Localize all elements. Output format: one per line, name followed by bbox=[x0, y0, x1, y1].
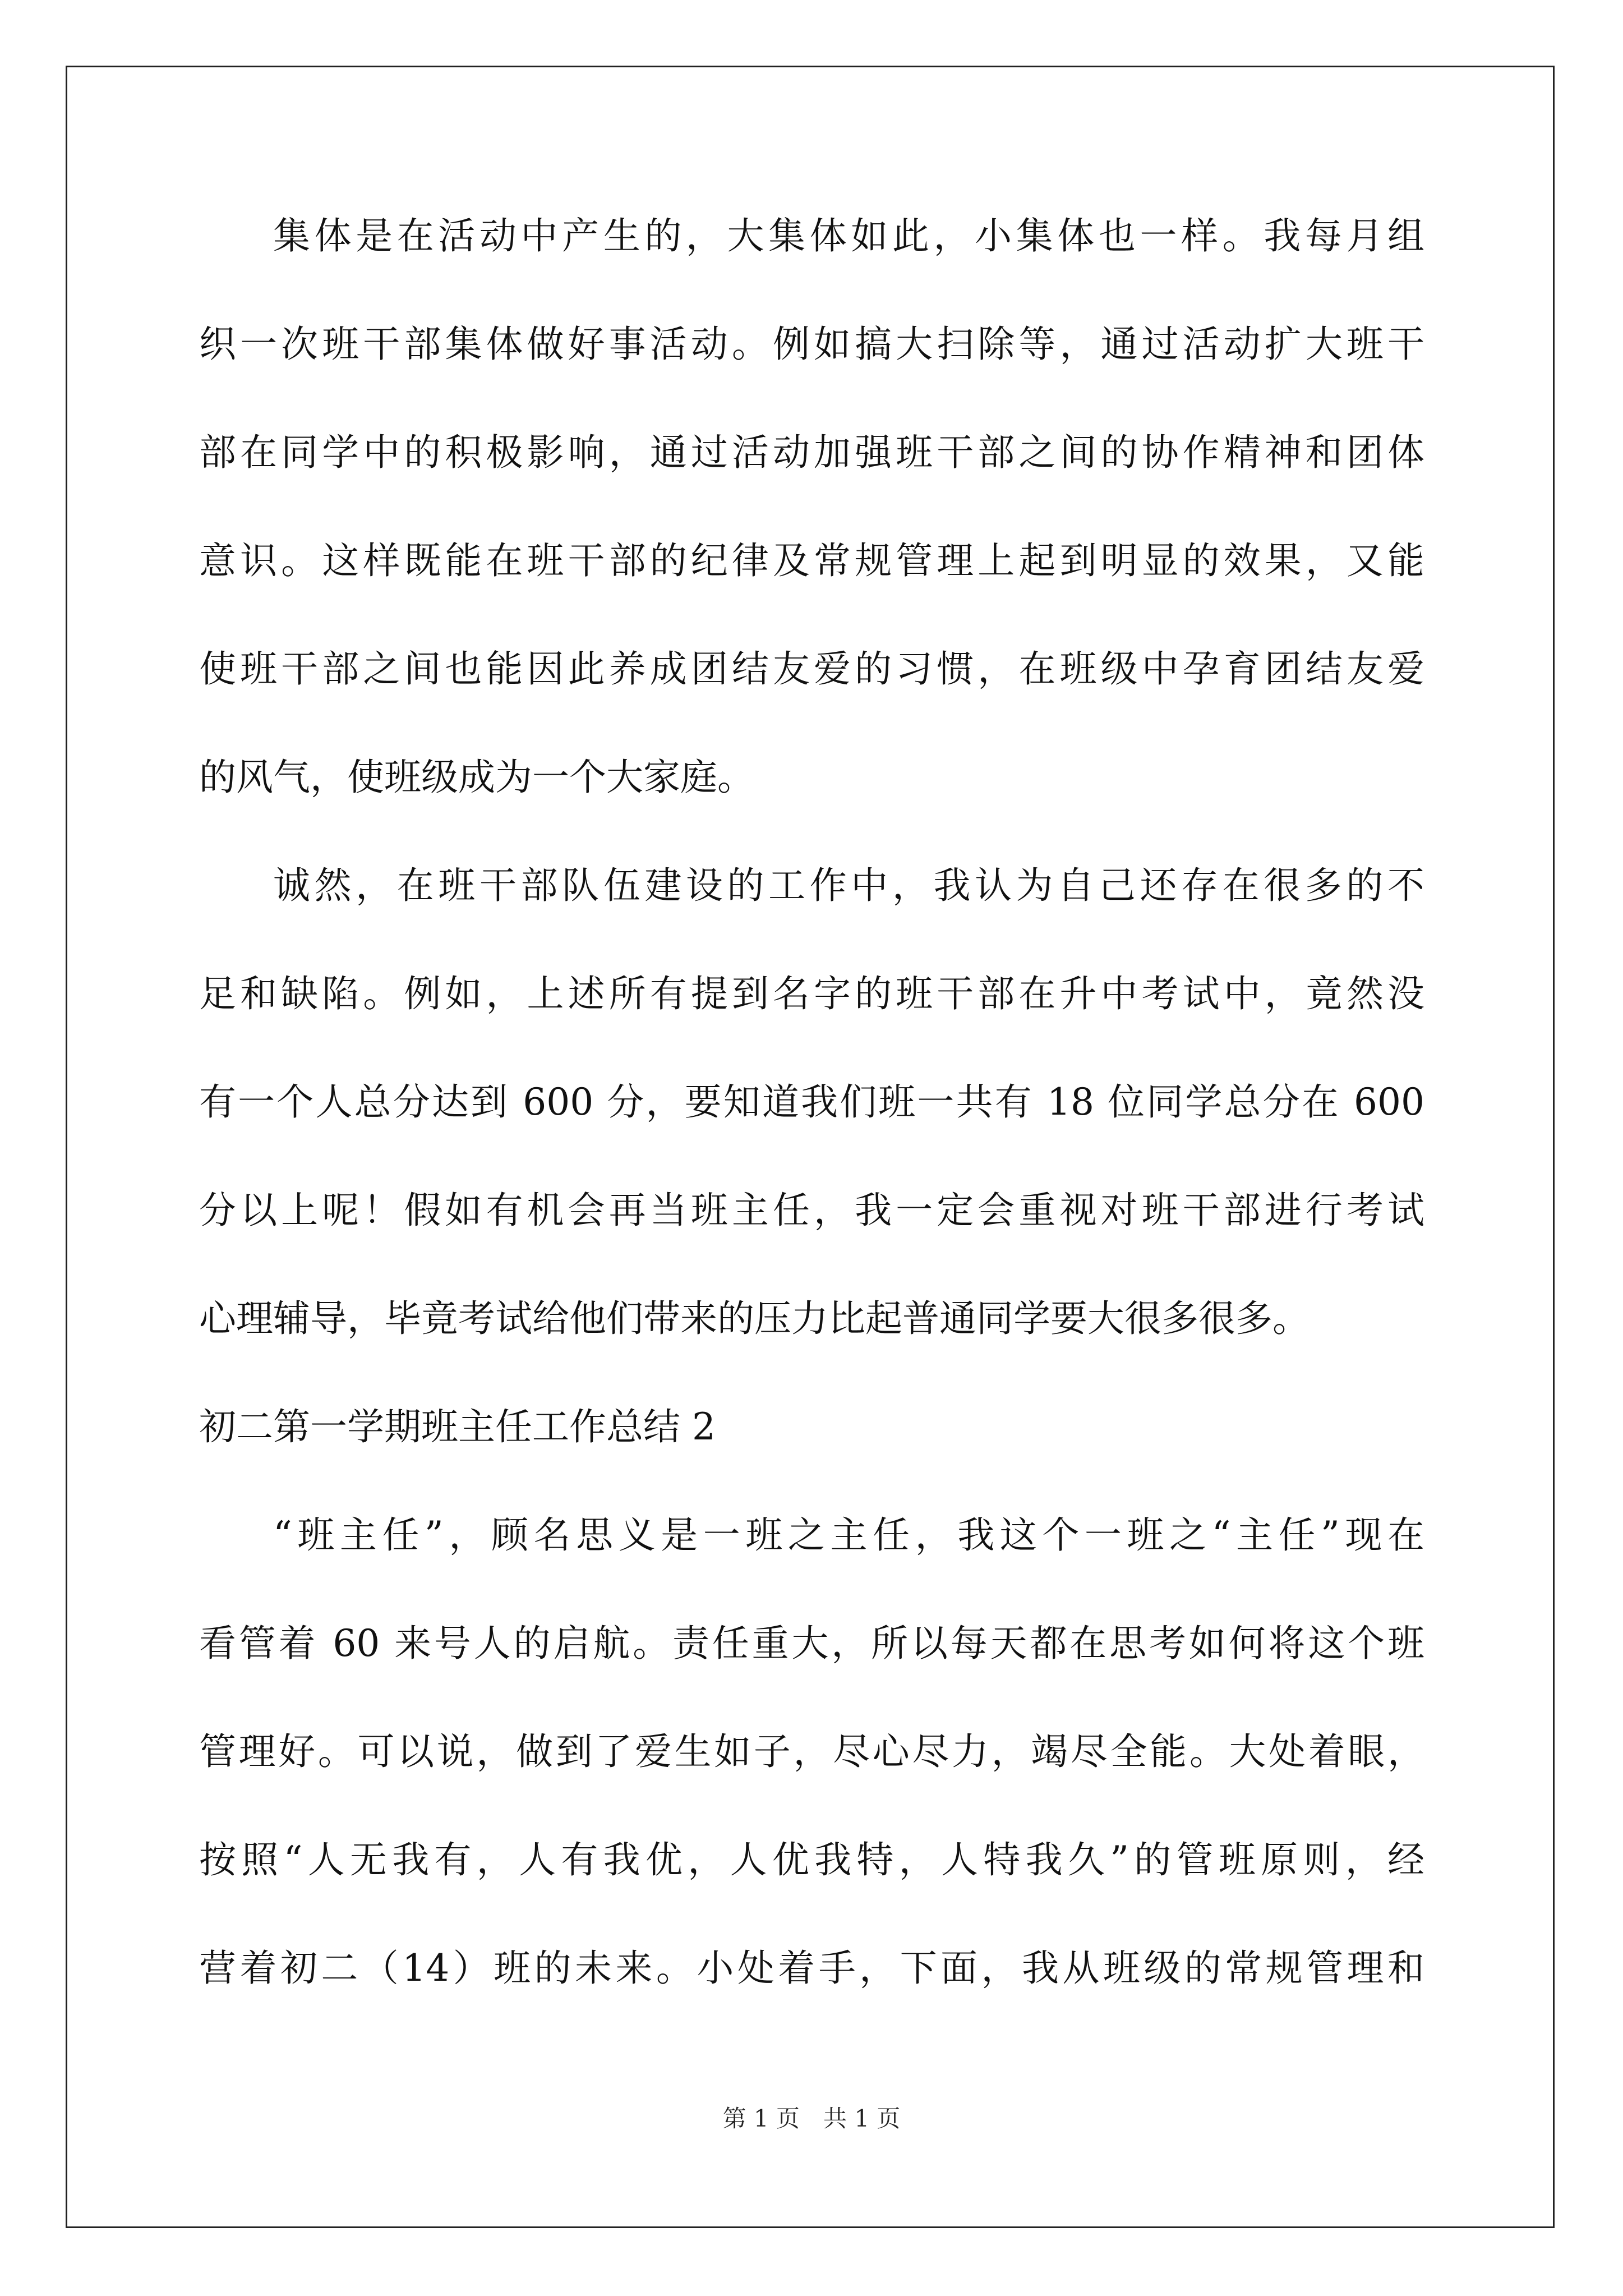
section-heading: 初二第一学期班主任工作总结 2 bbox=[199, 1405, 716, 1448]
text-line: 分以上呢！假如有机会再当班主任，我一定会重视对班干部进行考试 bbox=[199, 1189, 1424, 1232]
text-line: 诚然，在班干部队伍建设的工作中，我认为自己还存在很多的不 bbox=[273, 864, 1424, 907]
text-line: 足和缺陷。例如，上述所有提到名字的班干部在升中考试中，竟然没 bbox=[199, 972, 1424, 1015]
text-line: 心理辅导，毕竟考试给他们带来的压力比起普通同学要大很多很多。 bbox=[199, 1297, 1310, 1340]
text-line: 意识。这样既能在班干部的纪律及常规管理上起到明显的效果，又能 bbox=[199, 539, 1424, 582]
page-footer: 第 1 页 共 1 页 bbox=[722, 2105, 901, 2132]
text-line: 织一次班干部集体做好事活动。例如搞大扫除等，通过活动扩大班干 bbox=[199, 323, 1424, 366]
text-line: 看管着 60 来号人的启航。责任重大，所以每天都在思考如何将这个班 bbox=[199, 1622, 1424, 1665]
text-line: 按照“人无我有，人有我优，人优我特，人特我久”的管班原则，经 bbox=[199, 1838, 1424, 1881]
text-line: 有一个人总分达到 600 分，要知道我们班一共有 18 位同学总分在 600 bbox=[199, 1080, 1424, 1124]
text-line: 营着初二（14）班的未来。小处着手，下面，我从班级的常规管理和 bbox=[199, 1947, 1424, 1990]
text-line: 部在同学中的积极影响，通过活动加强班干部之间的协作精神和团体 bbox=[199, 431, 1424, 474]
text-line: 使班干部之间也能因此养成团结友爱的习惯，在班级中孕育团结友爱 bbox=[199, 647, 1424, 691]
text-line: 管理好。可以说，做到了爱生如子，尽心尽力，竭尽全能。大处着眼， bbox=[199, 1730, 1424, 1773]
text-line: 的风气，使班级成为一个大家庭。 bbox=[199, 756, 754, 799]
document-body bbox=[199, 214, 1424, 2058]
text-line: “班主任”，顾名思义是一班之主任，我这个一班之“主任”现在 bbox=[273, 1513, 1424, 1557]
text-line: 集体是在活动中产生的，大集体如此，小集体也一样。我每月组 bbox=[273, 214, 1424, 257]
